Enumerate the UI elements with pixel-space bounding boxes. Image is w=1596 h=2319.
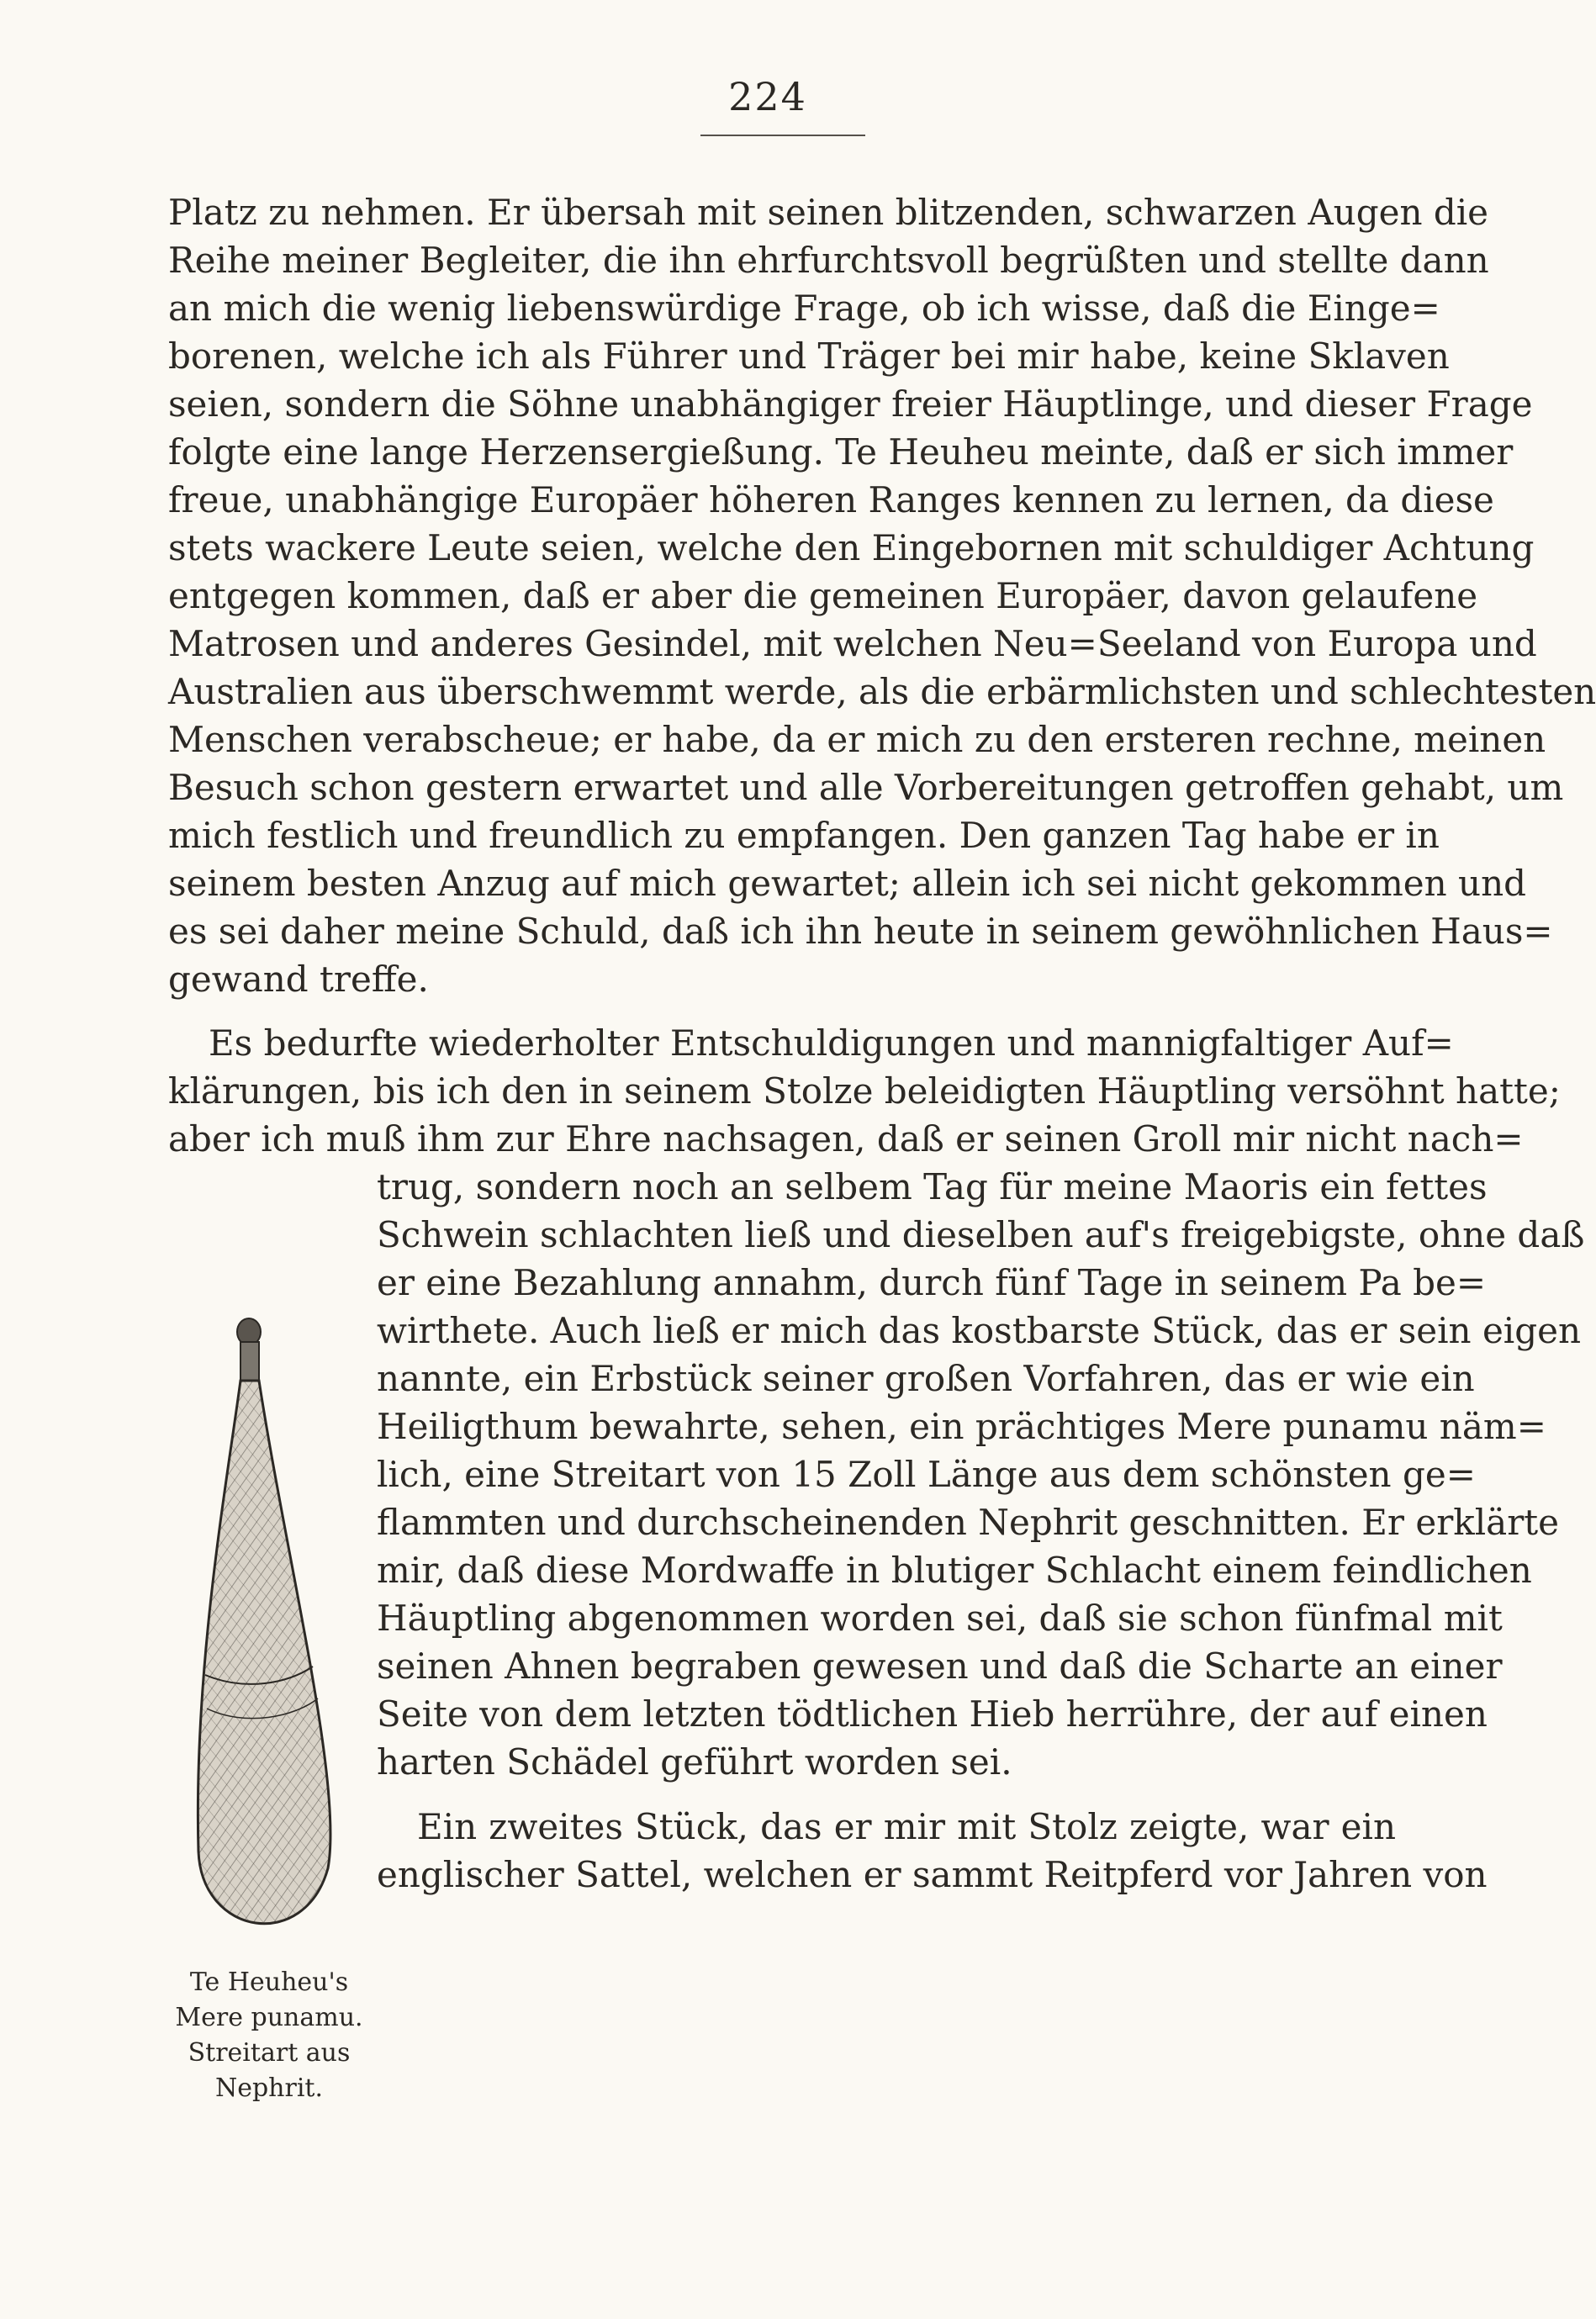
text-line-35: englischer Sattel, welchen er sammt Reitpferd vor Jahren von	[377, 1854, 1488, 1895]
text-line-05: seien, sondern die Söhne unabhängiger freier Häuptlinge, und dieser Frage	[168, 383, 1533, 425]
text-line-28: flammten und durchscheinenden Nephrit geschnitten. Er erklärte	[377, 1502, 1560, 1543]
text-line-17: gewand treffe.	[168, 959, 429, 1000]
text-line-32: Seite von dem letzten tödtlichen Hieb herrühre, der auf einen	[377, 1693, 1488, 1735]
text-line-08: stets wackere Leute seien, welche den Eingebornen mit schuldiger Achtung	[168, 527, 1535, 568]
text-line-03: an mich die wenig liebenswürdige Frage, ob ich wisse, daß die Einge=	[168, 288, 1440, 329]
text-line-22: Schwein schlachten ließ und dieselben auf's freigebigste, ohne daß	[377, 1214, 1585, 1255]
text-line-09: entgegen kommen, daß er aber die gemeinen Europäer, davon gelaufene	[168, 575, 1478, 616]
figure-caption-line-2: Mere punamu.	[175, 2003, 363, 2032]
text-line-24: wirthete. Auch ließ er mich das kostbarste Stück, das er sein eigen	[377, 1310, 1582, 1351]
text-line-26: Heiligthum bewahrte, sehen, ein prächtiges Mere punamu näm=	[377, 1406, 1546, 1447]
figure-caption-line-4: Nephrit.	[214, 2073, 324, 2103]
mere-club-illustration	[187, 1313, 355, 1969]
text-line-07: freue, unabhängige Europäer höheren Ranges kennen zu lernen, da diese	[168, 479, 1494, 520]
text-line-06: folgte eine lange Herzensergießung. Te Heuheu meinte, daß er sich immer	[168, 431, 1514, 473]
text-line-10: Matrosen und anderes Gesindel, mit welchen Neu=Seeland von Europa und	[168, 623, 1537, 664]
header-rule	[700, 135, 865, 136]
text-line-11: Australien aus überschwemmt werde, als die erbärmlichsten und schlechtesten	[168, 671, 1596, 712]
text-line-18: Es bedurfte wiederholter Entschuldigungen und mannigfaltiger Auf=	[209, 1022, 1454, 1064]
text-line-14: mich festlich und freundlich zu empfangen. Den ganzen Tag habe er in	[168, 815, 1440, 856]
text-line-01: Platz zu nehmen. Er übersah mit seinen blitzenden, schwarzen Augen die	[168, 192, 1489, 233]
figure-caption-line-1: Te Heuheu's	[189, 1968, 349, 1997]
text-line-23: er eine Bezahlung annahm, durch fünf Tage in seinem Pa be=	[377, 1262, 1487, 1303]
text-line-21: trug, sondern noch an selbem Tag für meine Maoris ein fettes	[377, 1166, 1488, 1207]
text-line-33: harten Schädel geführt worden sei.	[377, 1741, 1012, 1783]
text-line-25: nannte, ein Erbstück seiner großen Vorfahren, das er wie ein	[377, 1358, 1475, 1399]
text-line-31: seinen Ahnen begraben gewesen und daß die Scharte an einer	[377, 1645, 1503, 1687]
figure-caption-line-3: Streitart aus	[188, 2038, 351, 2068]
text-line-16: es sei daher meine Schuld, daß ich ihn heute in seinem gewöhnlichen Haus=	[168, 911, 1553, 952]
text-line-13: Besuch schon gestern erwartet und alle Vorbereitungen getroffen gehabt, um	[168, 767, 1564, 808]
text-line-19: klärungen, bis ich den in seinem Stolze beleidigten Häuptling versöhnt hatte;	[168, 1070, 1561, 1112]
text-line-04: borenen, welche ich als Führer und Träger bei mir habe, keine Sklaven	[168, 335, 1450, 377]
text-line-15: seinem besten Anzug auf mich gewartet; allein ich sei nicht gekommen und	[168, 863, 1527, 904]
text-line-12: Menschen verabscheue; er habe, da er mich zu den ersteren rechne, meinen	[168, 719, 1546, 760]
page-number: 224	[728, 74, 807, 119]
text-line-20: aber ich muß ihm zur Ehre nachsagen, daß er seinen Groll mir nicht nach=	[168, 1118, 1524, 1160]
text-line-29: mir, daß diese Mordwaffe in blutiger Schlacht einem feindlichen	[377, 1550, 1532, 1591]
text-line-34: Ein zweites Stück, das er mir mit Stolz zeigte, war ein	[417, 1806, 1396, 1847]
text-line-30: Häuptling abgenommen worden sei, daß sie schon fünfmal mit	[377, 1598, 1503, 1639]
text-line-02: Reihe meiner Begleiter, die ihn ehrfurchtsvoll begrüßten und stellte dann	[168, 240, 1489, 281]
text-line-27: lich, eine Streitart von 15 Zoll Länge aus dem schönsten ge=	[377, 1454, 1476, 1495]
